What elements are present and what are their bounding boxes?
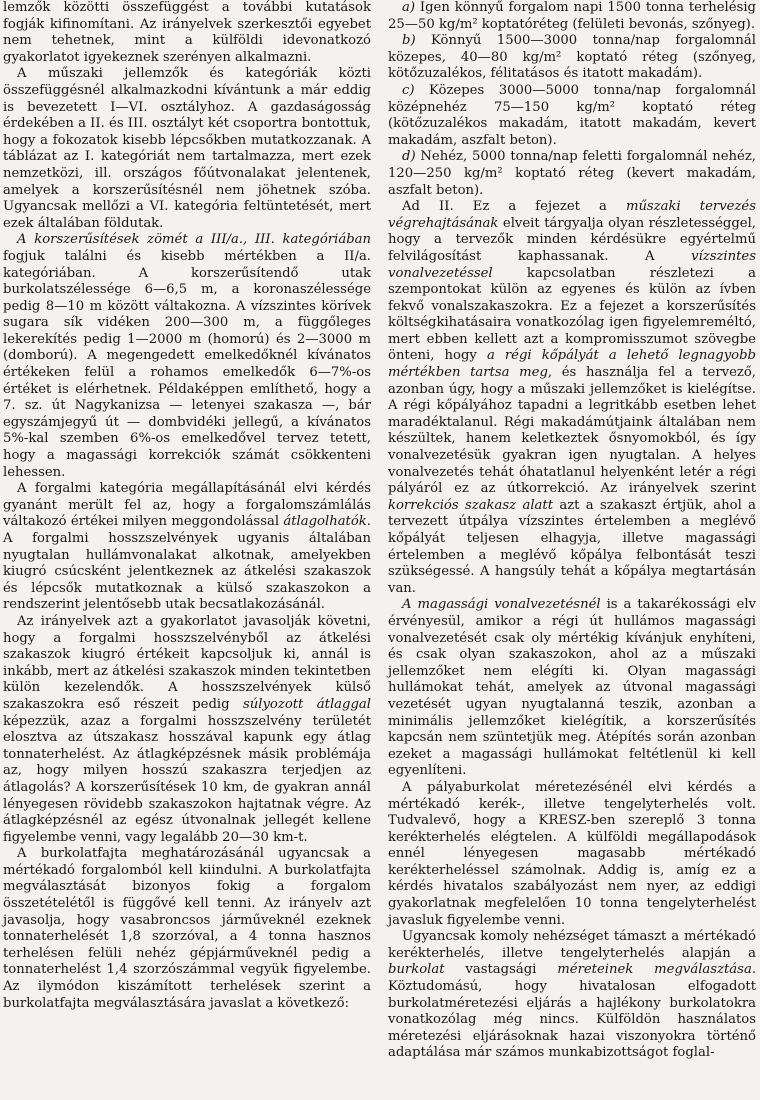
text-run: , és használja fel a tervező, azonban úgy, hogy a műszaki jellemzőket is kielégítse. A régi kőpályához tapadni a legritkább esetben lehet maradéktalanul. Régi makadámútjaink általában nem készültek, hanem keletkeztek ősnyomokból, és így vonalvezetésük gyakran igen nyugtalan. A helyes vonalvezetés tehát óhatatlanul helyenként letér a régi pályáról ez az útkorrekció. Az irányelvek szerint — [388, 365, 756, 497]
paragraph — [388, 597, 756, 780]
paragraph — [388, 33, 756, 83]
paragraph — [388, 780, 756, 929]
italic-text: méreteinek megválasztása — [557, 962, 752, 978]
paragraph — [3, 614, 371, 846]
text-run: . A forgalmi hosszszelvények ugyanis általában nyugtalan hullámvonalakat alkotnak, amelyekben kiugró csúcsként jelentkeznek az átkelési szakaszok és lépcsők mutatkoznak a külső szakaszokon a rendszerint jelentősebb utak becsatlakozásánál. — [3, 514, 371, 613]
text-run: lemzők közötti összefüggést a további kutatások fogják kifinomítani. Az irányelvek szerkesztői egyebet nem tehetnek, mint a külföldi idevonatkozó gyakorlatot igyekeznek szerényen alkalmazni. — [3, 0, 371, 65]
text-run: A burkolatfajta meghatározásánál ugyancsak a mértékadó forgalomból kell kiindulni. A burkolatfajta megválasztását bizonyos fokig a forgalom összetételétől is függővé kell tenni. Az irányelv azt javasolja, hogy vasabroncsos járműveknél ezeknek tonnaterhelését 1,8 szorzóval, a 4 tonna hasznos terhelésen felüli nehéz gépjárműveknél pedig a tonnaterhelést 1,4 szorzószámmal vegyük figyelembe. Az ilymódon kiszámított terhelések szerint a burkolatfajta megválasztására javaslat a következő: — [3, 846, 371, 1011]
paragraph — [3, 232, 371, 481]
text-run: elveit tárgyalja olyan részletességgel, hogy a tervezők minden kérdésükre egyértelmű felvilágosítást kaphassanak. A — [388, 215, 756, 264]
text-run: fogjuk találni és kisebb mértékben a II/a. kategóriában. A korszerűsítendő utak burkolatszélessége 6—6,5 m, a koronaszélessége pedig 8—10 m között váltakozna. A vízszintes körívek sugara sík vidéken 200—300 m, a függőleges lekerekítés pedig 1—2000 m (homorú) és 2—3000 m (domború). A megengedett emelkedőknél kívánatos értékeken felül a rohamos emelkedők 6—7%-os értéket is elérhetnek. Példaképpen említhető, hogy a 7. sz. út Nagykanizsa — letenyei szakasza —, bár egyszámjegyű út — dombvidéki jellegű, a kívánatos 5%-kal szemben 6%-os emelkedővel tervez tetett, hogy a magassági korrekciók számát csökkenteni lehessen. — [3, 248, 371, 480]
paragraph — [3, 0, 371, 66]
text-run: vastagsági — [444, 962, 558, 978]
text-run: A forgalmi kategória megállapításánál elvi kérdés gyanánt merült fel az, hogy a forgalomszámlálás váltakozó értékei milyen meggondolással — [3, 481, 371, 530]
paragraph — [3, 66, 371, 232]
text-run: azt a szakaszt értjük, ahol a tervezett útpálya vízszintes értelemben a meglévő kőpályát teljesen elhagyja, illetve magassági értelemben a meglévő kőpálya felbontását teszi szükségessé. A hangsúly tehát a kőpálya megtartásán van. — [388, 497, 757, 596]
italic-text: korrekciós szakasz alatt — [388, 497, 554, 513]
left-text-column — [3, 0, 371, 1012]
italic-text: A korszerűsítések zömét a III/a., III. kategóriában — [17, 232, 371, 248]
text-run: Könnyű 1500—3000 tonna/nap forgalomnál közepes, 40—80 kg/m² koptató réteg (szőnyeg, kötőzuzalékos, félitatásos és itatott makadám). — [388, 33, 756, 82]
text-run: Közepes 3000—5000 tonna/nap forgalomnál középnehéz 75—150 kg/m² koptató réteg (kötőzuzalékos makadám, itatott makadám, kevert makadám, aszfalt beton). — [388, 82, 756, 148]
text-run: Az irányelvek azt a gyakorlatot javasolják követni, hogy a forgalmi hosszszelvényből az átkelési szakaszok kiugró értékeit kapcsoljuk ki, annál is inkább, mert az átkelési szakaszok minden tekintetben külön kezelendők. A hosszszelvények külső szakaszokra eső részeit pedig — [3, 613, 371, 712]
text-run: kapcsolatban részletezi a szempontokat külön az egyenes és külön az ívben fekvő vonalszakaszokra. Ez a fejezet a korszerűsítés költségkihatásaira vonatkozólag igen figyelemreméltó, mert ebben kellett azt a kompromisszumot szövegbe önteni, hogy — [388, 265, 756, 364]
paragraph — [388, 199, 756, 597]
paragraph — [3, 481, 371, 614]
text-run: is a takarékossági elv érvényesül, amikor a régi út hullámos magassági vonalvezetését csak oly mértékig kívánjuk enyhíteni, és csak olyan szakaszokon, ahol az a műszaki jellemzőket nem elégíti ki. Olyan magassági hullámokat tehát, amelyek az útvonal magassági vezetését ugyan nyugtalanná teszik, azonban a minimális jellemzőket kielégítik, a korszerűsítés kapcsán nem szüntetjük meg. Átépítés során azonban ezeket a magassági hullámokat feltétlenül ki kell egyenlíteni. — [388, 597, 756, 779]
italic-text: b) — [402, 33, 416, 49]
italic-text: A magassági vonalvezetésnél — [402, 597, 601, 613]
italic-text: a) — [402, 0, 416, 15]
italic-text: d) — [402, 149, 416, 165]
italic-text: műszaki tervezés végrehajtásának — [388, 199, 756, 231]
paragraph — [388, 0, 756, 33]
paragraph — [388, 149, 756, 199]
italic-text: vízszintes vonalvezetéssel — [388, 248, 756, 281]
text-run: A műszaki jellemzők és kategóriák közti összefüggésnél alkalmazkodni kívántunk a már eddig is bevezetett I—VI. osztályhoz. A gazdaságosság érdekében a II. és III. osztályt két csoportra bontottuk, hogy a fokozatok kisebb lépcsőkben mutatkozzanak. A táblázat az I. kategóriát nem tartalmazza, mert ezek nemzetközi, ill. országos főútvonalakat jelentenek, amelyek a korszerűsítésnél nem jöhetnek szóba. Ugyancsak mellőzi a VI. kategória feltüntetését, mert ezek általában földutak. — [3, 66, 371, 231]
italic-text: burkolat — [388, 962, 445, 978]
text-run: . Köztudomású, hogy hivatalosan elfogadott burkolatméretezési eljárás a hajlékony burkolatokra vonatkozólag még nincs. Külföldön használatos méretezési eljárásoknak hazai viszonyokra történő adaptálása már számos munkabizottságot foglal- — [388, 962, 757, 1061]
text-run: A pályaburkolat méretezésénél elvi kérdés a mértékadó kerék-, illetve tengelyterhelés volt. Tudvalevő, hogy a KRESZ-ben szereplő 3 tonna kerékterhelés elégtelen. A külföldi megállapodások ennél lényegesen magasabb mértékadó kerékterheléssel számolnak. Addig is, amíg ez a kérdés hivatalos szabályozást nem nyer, az eddigi gyakorlatnak megfelelően 10 tonna tengelyterhelést javasluk figyelembe venni. — [388, 779, 756, 928]
italic-text: c) — [402, 82, 415, 98]
text-run: Ad II. Ez a fejezet a — [402, 199, 626, 215]
right-text-column — [388, 0, 756, 1062]
italic-text: súlyozott átlaggal — [243, 696, 371, 712]
paragraph — [388, 83, 756, 149]
paragraph — [388, 929, 756, 1062]
italic-text: átlagolhatók — [283, 514, 367, 530]
paragraph — [3, 846, 371, 1012]
text-run: Igen könnyű forgalom napi 1500 tonna terhelésig 25—50 kg/m² koptatóréteg (felületi bevonás, szőnyeg). — [388, 0, 756, 32]
text-run: Ugyancsak komoly nehézséget támaszt a mértékadó kerékterhelés, illetve tengelyterhelés alapján a — [388, 929, 756, 961]
italic-text: a régi kőpályát a lehető legnagyobb mértékben tartsa meg — [388, 348, 756, 381]
text-run: Nehéz, 5000 tonna/nap feletti forgalomnál nehéz, 120—250 kg/m² koptató réteg (kevert makadám, aszfalt beton). — [388, 149, 756, 198]
text-run: képezzük, azaz a forgalmi hosszszelvény területét elosztva az útszakasz hosszával kapunk egy átlag tonnaterhelést. Az átlagképzésnek másik problémája az, hogy milyen hosszú szakaszra terjedjen az átlagolás? A korszerűsítések 10 km, de gyakran annál lényegesen rövidebb szakaszokon hajtatnak végre. Az átlagképzésnél az egész útvonalnak jellegét kellene figyelembe venni, vagy legalább 20—30 km-t. — [3, 713, 371, 845]
